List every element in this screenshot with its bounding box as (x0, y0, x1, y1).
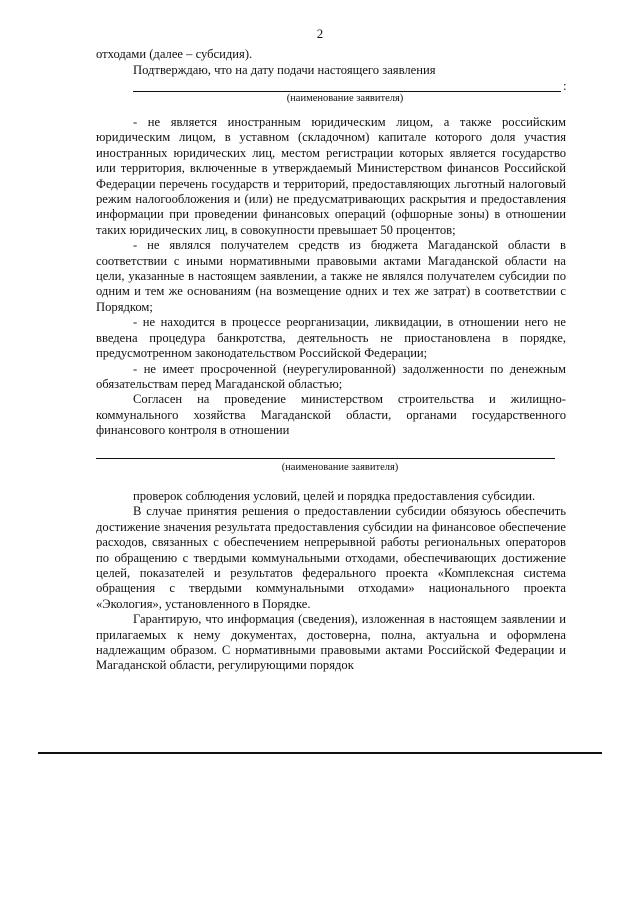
applicant-name-line-2 (96, 458, 555, 459)
applicant-name-caption-1: (наименование заявителя) (286, 93, 404, 104)
intro-line-1 (96, 47, 566, 62)
paragraph-foreign-entity: - не является иностранным юридическим лицом, а также российским юридическим лицом, в уставном (складочном) капитале которого доля участия иностранных юридических лиц, местом регистрации которых является государство или территория, включенные в утверждаемый Министерством финансов Российской Федерации перечень государств и территорий, предоставляющих льготный налоговый режим налогообложения и (или) не предусматривающих раскрытия и предоставления информации при проведении финансовых операций (офшорные зоны) в отношении таких юридических лиц, в совокупности превышает 50 процентов; (96, 115, 566, 237)
paragraph-inspections: проверок соблюдения условий, целей и порядка предоставления субсидии. (133, 489, 536, 503)
paragraph-obligation: В случае принятия решения о предоставлении субсидии обязуюсь обеспечить достижение значения результата предоставления субсидии на финансовое обеспечение расходов, связанных с обеспечением непрерывной работы региональных операторов по обращению с твердыми коммунальными отходами, обеспечивающих достижение целей, показателей и результатов федерального проекта «Комплексная система обращения с твердыми коммунальными отходами» национального проекта «Экология», установленного в Порядке. (96, 504, 566, 611)
intro-text-2: Подтверждаю, что на дату подачи настоящего заявления (133, 63, 436, 77)
paragraph-consent: Согласен на проведение министерством строительства и жилищно-коммунального хозяйства Магаданской области, органами государственного финансового контроля в отношении (96, 392, 566, 438)
colon-mark: : (563, 78, 567, 93)
obligations-block (96, 489, 566, 674)
paragraph-guarantee: Гарантирую, что информация (сведения), изложенная в настоящем заявлении и прилагаемых к нему документах, достоверна, полна, актуальна и оформлена надлежащим образом. С нормативными правовыми актами Российской Федерации и Магаданской области, регулирующими порядок (96, 612, 566, 673)
page-number: 2 (316, 26, 324, 41)
conditions-block (96, 115, 566, 439)
paragraph-reorganization: - не находится в процессе реорганизации, ликвидации, в отношении него не введена процедура банкротства, деятельность не приостановлена в порядке, предусмотренном законодательством Российской Федерации; (96, 315, 566, 361)
page-bottom-rule (38, 752, 602, 754)
intro-text-1: отходами (далее – субсидия). (96, 47, 253, 61)
applicant-name-line-1 (133, 91, 561, 92)
applicant-name-caption-2: (наименование заявителя) (281, 462, 399, 473)
paragraph-debt: - не имеет просроченной (неурегулированной) задолженности по денежным обязательствам перед Магаданской областью; (96, 361, 566, 391)
paragraph-budget-funds: - не являлся получателем средств из бюджета Магаданской области в соответствии с иными нормативными правовыми актами Магаданской области на цели, указанные в настоящем заявлении, а также не являлся получателем субсидии по одним и тем же основаниям (на возмещение одних и тех же затрат) в соответствии с Порядком; (96, 238, 566, 314)
intro-line-2 (96, 63, 566, 78)
